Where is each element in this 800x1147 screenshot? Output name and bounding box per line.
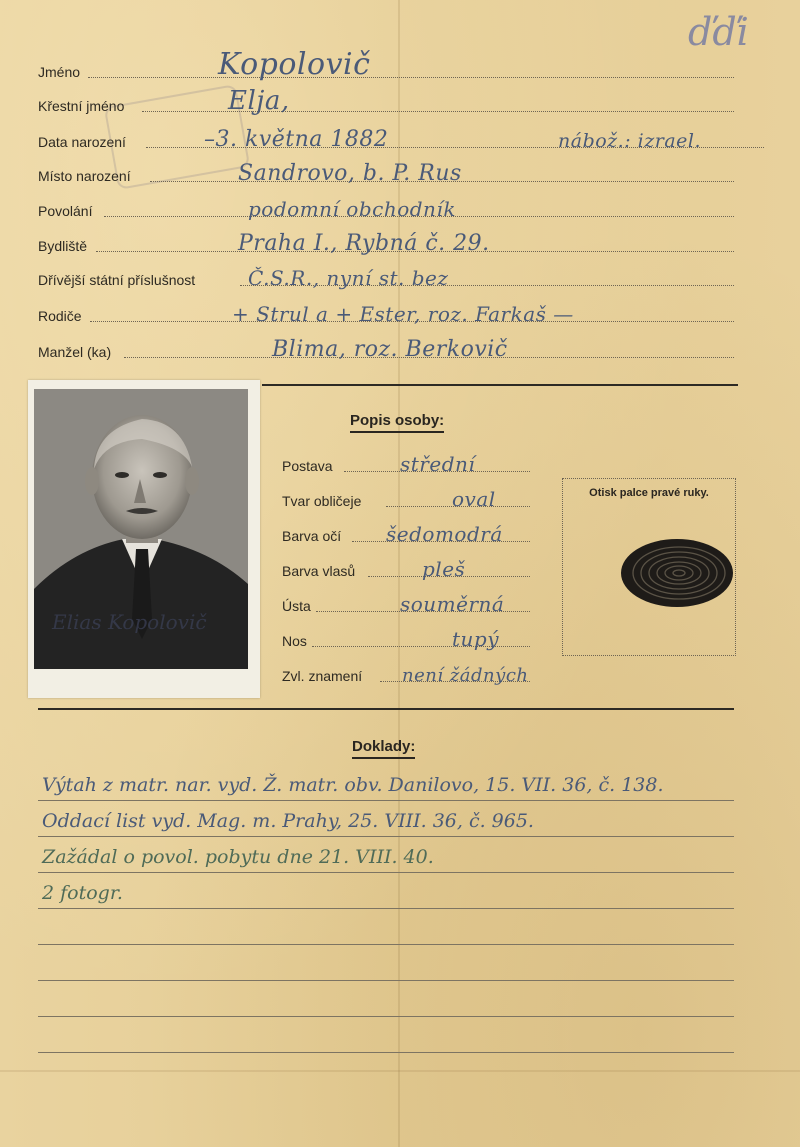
document-line: Zažádal o povol. pobytu dne 21. VIII. 40.	[42, 846, 434, 868]
field-value: podomní obchodník	[248, 197, 456, 221]
field-value: střední	[400, 452, 476, 476]
field-value: –3. května 1882	[204, 127, 389, 152]
document-line: Výtah z matr. nar. vyd. Ž. matr. obv. Danilovo, 15. VII. 36, č. 138.	[42, 774, 664, 796]
desc-build: Postava střední	[282, 452, 532, 474]
field-value: oval	[452, 487, 496, 511]
thumbprint-label: Otisk palce pravé ruky.	[589, 487, 709, 499]
field-value: šedomodrá	[386, 522, 503, 546]
portrait-drawing	[34, 389, 248, 669]
field-value: tupý	[452, 627, 500, 651]
portrait-photo	[34, 389, 248, 669]
field-first-name: Křestní jméno Elja,	[38, 92, 738, 114]
field-value: Blima, roz. Berkovič	[272, 337, 508, 362]
field-value: pleš	[422, 557, 466, 581]
thumbprint-box	[562, 478, 736, 656]
corner-handwritten-mark: ďďi	[688, 10, 749, 54]
field-residence: Bydliště Praha I., Rybná č. 29.	[38, 232, 738, 254]
field-birth-date: Data narození –3. května 1882 nábož.: izrael.	[38, 128, 768, 150]
divider-middle	[38, 708, 734, 710]
field-parents: Rodiče + Strul a + Ester, roz. Farkaš —	[38, 302, 738, 324]
thumbprint-icon	[619, 535, 735, 615]
description-heading: Popis osoby:	[350, 412, 444, 433]
divider-top	[262, 384, 738, 386]
photo-signature: Elias Kopolovič	[52, 610, 207, 634]
field-birth-place: Místo narození Sandrovo, b. P. Rus	[38, 162, 738, 184]
desc-eye-color: Barva očí šedomodrá	[282, 522, 532, 544]
field-value: není žádných	[402, 665, 529, 686]
field-value: souměrná	[400, 592, 505, 616]
document-line: 2 fotogr.	[42, 882, 123, 904]
field-value: Praha I., Rybná č. 29.	[238, 231, 490, 256]
field-occupation: Povolání podomní obchodník	[38, 197, 738, 219]
field-spouse: Manžel (ka) Blima, roz. Berkovič	[38, 338, 738, 360]
field-value: + Strul a + Ester, roz. Farkaš —	[232, 302, 574, 326]
desc-nose: Nos tupý	[282, 627, 532, 649]
field-value: Kopolovič	[218, 47, 371, 82]
desc-special-marks: Zvl. znamení není žádných	[282, 665, 529, 686]
religion-note: nábož.: izrael.	[558, 130, 702, 152]
desc-mouth: Ústa souměrná	[282, 592, 532, 614]
field-value: Sandrovo, b. P. Rus	[238, 161, 462, 186]
documents-heading: Doklady:	[352, 738, 415, 759]
document-line: Oddací list vyd. Mag. m. Prahy, 25. VIII. 36, č. 965.	[42, 810, 534, 832]
field-value: Elja,	[228, 86, 290, 116]
field-surname	[38, 47, 738, 82]
field-former-citizenship: Dřívější státní příslušnost Č.S.R., nyní st. bez	[38, 266, 738, 288]
field-value: Č.S.R., nyní st. bez	[248, 266, 449, 290]
fold-crease-horizontal	[0, 1070, 800, 1072]
desc-face-shape: Tvar obličeje oval	[282, 487, 532, 509]
field-label: Jméno	[38, 64, 81, 80]
desc-hair-color: Barva vlasů pleš	[282, 557, 532, 579]
